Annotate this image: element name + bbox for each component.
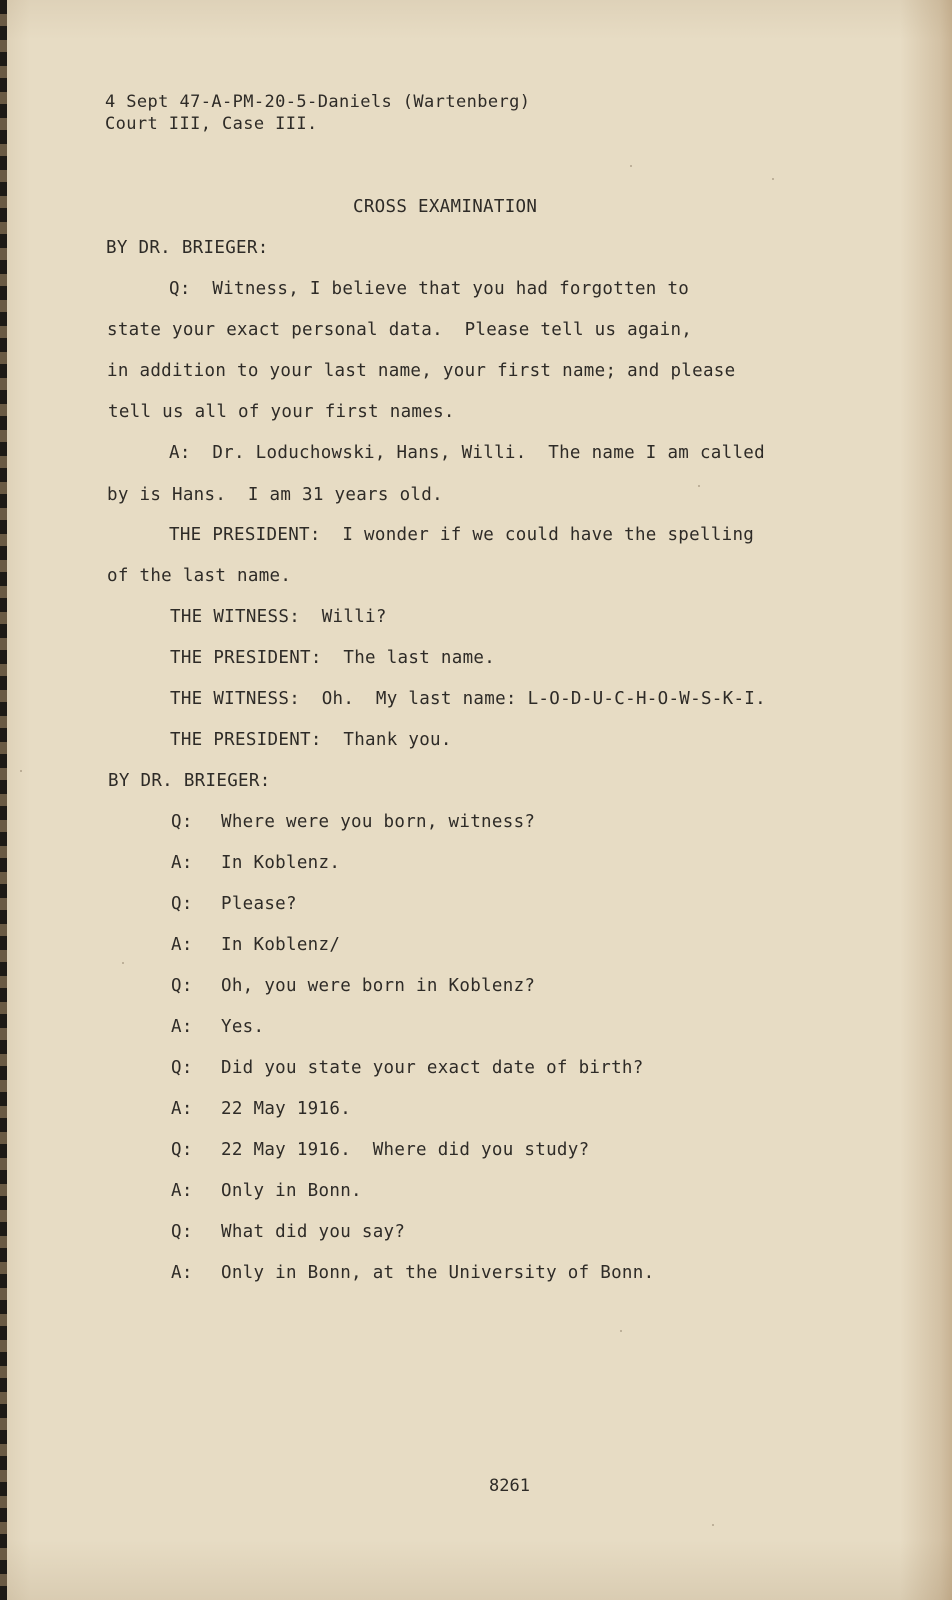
qa-line: Q: Did you state your exact date of birth? — [171, 1058, 644, 1078]
qa-line: A: 22 May 1916. — [171, 1099, 352, 1119]
paragraph-line: state your exact personal data. Please tell us again, — [107, 320, 693, 340]
paper-speck — [712, 1524, 714, 1526]
section-title: CROSS EXAMINATION — [353, 197, 538, 217]
paragraph-line: in addition to your last name, your first name; and please — [107, 361, 736, 381]
paper-speck — [620, 1330, 622, 1332]
paper-speck — [122, 962, 124, 964]
paper-speck — [20, 770, 22, 772]
qa-line: Q: Where were you born, witness? — [171, 812, 536, 832]
paragraph-line: of the last name. — [107, 566, 292, 586]
qa-line: Q: Please? — [171, 894, 297, 914]
qa-line: A: In Koblenz. — [171, 853, 341, 873]
paragraph-line: THE PRESIDENT: I wonder if we could have the spelling — [169, 525, 755, 545]
paper-speck — [698, 485, 700, 487]
qa-line: A: Only in Bonn, at the University of Bonn. — [171, 1263, 655, 1283]
qa-line: Q: What did you say? — [171, 1222, 406, 1242]
paragraph-line: A: Dr. Loduchowski, Hans, Willi. The name I am called — [169, 443, 765, 463]
binding-edge — [0, 0, 7, 1600]
paragraph-line: Q: Witness, I believe that you had forgotten to — [169, 279, 690, 299]
qa-line: A: Only in Bonn. — [171, 1181, 362, 1201]
header-line-1: 4 Sept 47-A-PM-20-5-Daniels (Wartenberg) — [105, 92, 531, 112]
exchange-line: THE PRESIDENT: The last name. — [170, 648, 496, 668]
examiner-heading-2: BY DR. BRIEGER: — [108, 771, 271, 791]
page-number: 8261 — [489, 1476, 530, 1496]
paper-speck — [772, 178, 774, 180]
paragraph-line: tell us all of your first names. — [108, 402, 455, 422]
exchange-line: THE PRESIDENT: Thank you. — [170, 730, 452, 750]
exchange-line: THE WITNESS: Willi? — [170, 607, 387, 627]
header-line-2: Court III, Case III. — [105, 114, 318, 134]
paper-speck — [630, 165, 632, 167]
qa-line: Q: 22 May 1916. Where did you study? — [171, 1140, 590, 1160]
qa-line: Q: Oh, you were born in Koblenz? — [171, 976, 536, 996]
examiner-heading-1: BY DR. BRIEGER: — [106, 238, 269, 258]
qa-line: A: Yes. — [171, 1017, 265, 1037]
paragraph-line: by is Hans. I am 31 years old. — [107, 485, 443, 505]
qa-line: A: In Koblenz/ — [171, 935, 341, 955]
exchange-line: THE WITNESS: Oh. My last name: L-O-D-U-C-H-O-W-S-K-I. — [170, 689, 766, 709]
